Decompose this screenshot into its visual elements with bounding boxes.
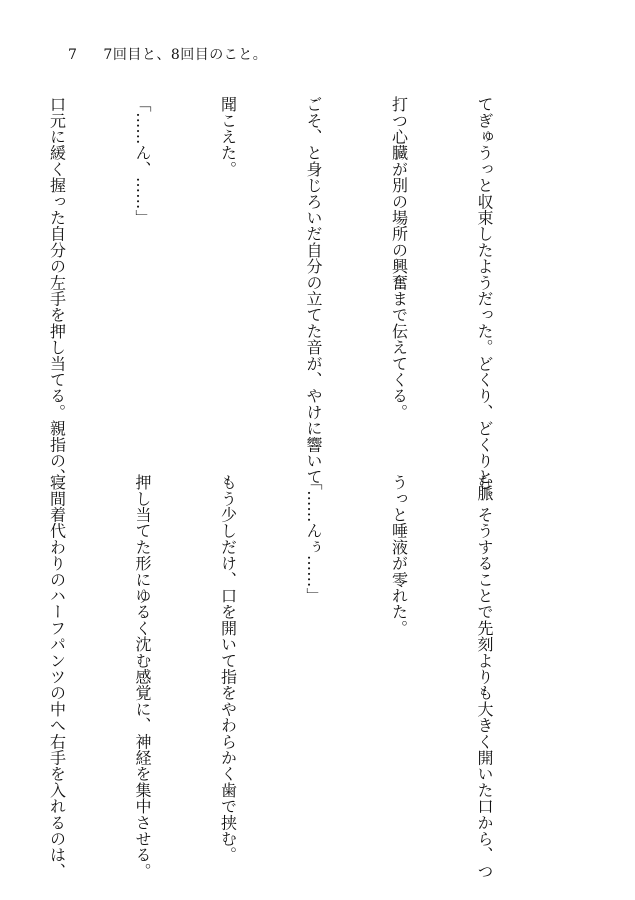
text-line: 「……んぅ……」 (304, 474, 323, 604)
text-line: 聞こえた。 (218, 96, 238, 177)
text-line: 押し当てた形にゆるく沈む感覚に、神経を集中させる。 (133, 474, 152, 879)
text-line: む。そうすることで先刻よりも大きく開いた口から、つ (475, 474, 494, 879)
running-header (68, 44, 267, 64)
chapter-title: 7回目と、8回目のこと。 (103, 47, 268, 63)
text-line: ごそ、と身じろいだ自分の立てた音が、やけに響いて (304, 96, 323, 485)
text-line: 寝間着代わりのハーフパンツの中へ右手を入れるのは、 (47, 474, 67, 879)
text-line: 口元に緩く握った自分の左手を押し当てる。親指の、 (47, 96, 67, 485)
text-line: てぎゅうっと収束したようだった。どくり、どくりと脈 (475, 96, 494, 501)
text-block-top (0, 96, 555, 501)
text-line: うっと唾液が零れた。 (389, 474, 409, 636)
page-number: 7 (68, 47, 78, 63)
text-line: 「……ん、……」 (133, 96, 152, 226)
text-line: 打つ心臓が別の場所の興奮まで伝えてくる。 (389, 96, 409, 420)
text-block-bottom (0, 474, 555, 879)
text-line: もう少しだけ、口を開いて指をやわらかく歯で挟む。 (218, 474, 238, 863)
